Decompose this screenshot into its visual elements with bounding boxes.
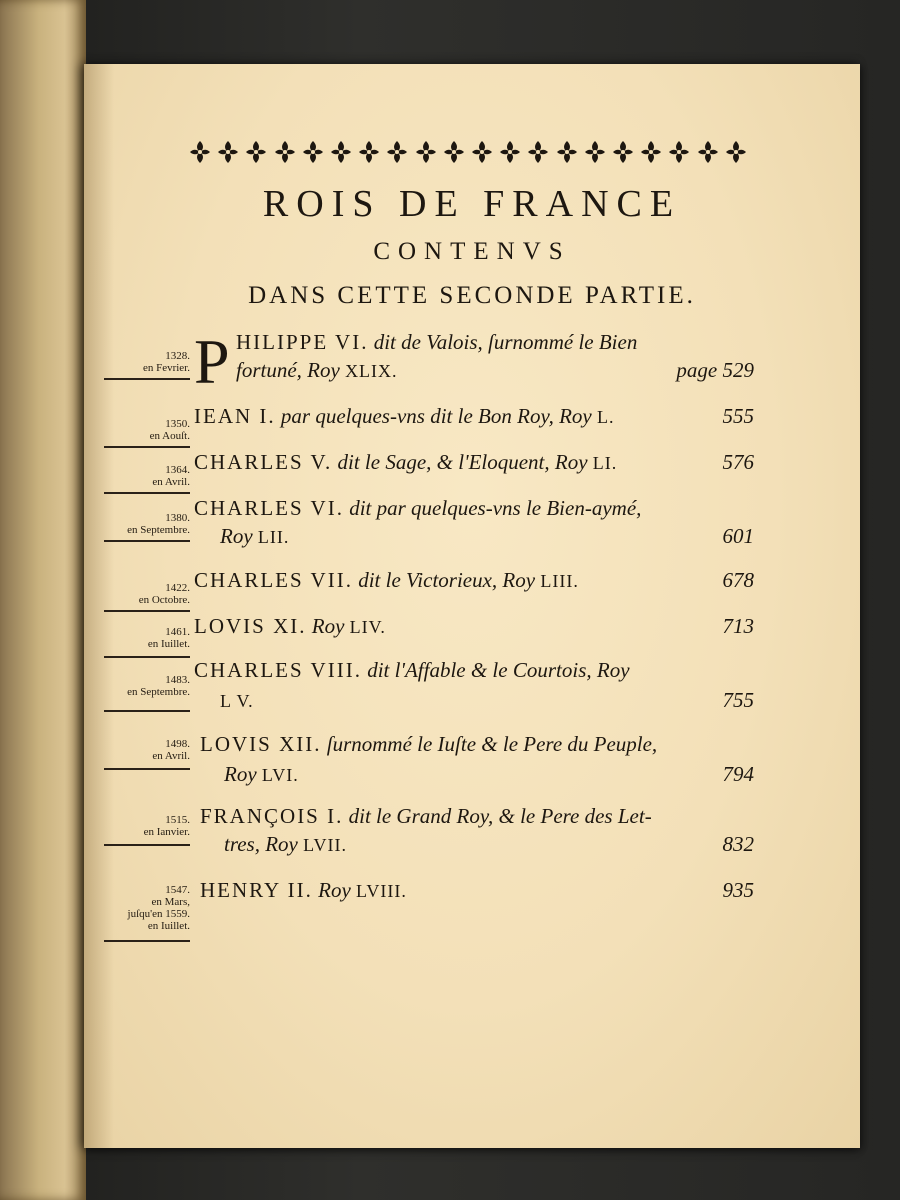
entry-line-1 xyxy=(194,402,754,431)
roy-number: LII. xyxy=(257,527,290,547)
margin-date xyxy=(104,674,190,698)
margin-year: 1328. xyxy=(165,350,190,362)
entry-line-1 xyxy=(194,612,754,641)
fleuron-icon xyxy=(301,139,325,165)
fleuron-icon xyxy=(470,139,494,165)
margin-year: 1547. xyxy=(165,884,190,896)
fleuron-icon xyxy=(357,139,381,165)
king-name: CHARLES V. xyxy=(194,450,333,474)
page-number: 678 xyxy=(722,568,754,592)
king-description-cont: fortuné, Roy xyxy=(236,358,340,382)
roy-number: LVIII. xyxy=(356,881,407,901)
page-number xyxy=(676,356,754,384)
margin-month: en Ianvier. xyxy=(143,826,190,838)
page-value: 529 xyxy=(722,358,754,382)
king-description: ſurnommé le Iuſte & le Pere du Peuple, xyxy=(326,732,658,756)
page-subtitle-2: DANS CETTE SECONDE PARTIE. xyxy=(248,282,696,309)
fleuron-icon xyxy=(385,139,409,165)
margin-year: 1461. xyxy=(165,626,190,638)
king-description: dit par quelques-vns le Bien-aymé, xyxy=(349,496,642,520)
margin-date xyxy=(104,814,190,838)
fleuron-icon xyxy=(583,139,607,165)
fleuron-icon xyxy=(329,139,353,165)
king-name: HILIPPE VI. xyxy=(236,330,369,354)
entry-line-2 xyxy=(224,830,754,859)
roy-number: LVII. xyxy=(303,835,347,855)
king-description-cont: Roy xyxy=(220,524,253,548)
margin-month-end: en Iuillet. xyxy=(147,920,190,932)
roy-number: LI. xyxy=(592,453,618,473)
book-page xyxy=(84,64,860,1148)
fleuron-icon xyxy=(639,139,663,165)
margin-year: 1515. xyxy=(165,814,190,826)
king-description: Roy xyxy=(318,878,351,902)
margin-month: en Iuillet. xyxy=(147,638,190,650)
entry-line-1 xyxy=(236,328,754,356)
margin-month: en Septembre. xyxy=(127,524,190,536)
margin-rule xyxy=(104,656,190,658)
king-name: CHARLES VI. xyxy=(194,496,344,520)
entry-line-2 xyxy=(236,356,754,385)
king-description: Roy xyxy=(311,614,345,638)
roy-number: LVI. xyxy=(261,765,299,785)
entry-line-1 xyxy=(200,730,754,758)
margin-month: en Avril. xyxy=(152,476,190,488)
margin-month: en Septembre. xyxy=(127,686,190,698)
fleuron-icon xyxy=(611,139,635,165)
page-number: 713 xyxy=(722,614,754,638)
margin-rule xyxy=(104,610,190,612)
margin-rule xyxy=(104,446,190,448)
entry-line-1 xyxy=(194,566,754,595)
entry-line-1 xyxy=(194,448,754,477)
fleuron-icon xyxy=(696,139,720,165)
margin-year: 1380. xyxy=(165,512,190,524)
page-title: ROIS DE FRANCE xyxy=(262,183,682,225)
king-description: dit le Victorieux, Roy xyxy=(358,568,536,592)
roy-number: L V. xyxy=(220,691,254,711)
king-name: IEAN I. xyxy=(194,404,276,428)
margin-date xyxy=(104,350,190,374)
margin-date xyxy=(104,626,190,650)
king-description-cont: Roy xyxy=(224,762,257,786)
fleuron-icon xyxy=(498,139,522,165)
margin-year: 1498. xyxy=(165,738,190,750)
entry-line-1 xyxy=(194,494,754,522)
margin-date xyxy=(104,582,190,606)
margin-rule xyxy=(104,492,190,494)
margin-year: 1422. xyxy=(165,582,190,594)
margin-date xyxy=(104,464,190,488)
fleuron-icon xyxy=(414,139,438,165)
entry-line-2 xyxy=(220,686,754,715)
king-description-cont: tres, Roy xyxy=(224,832,298,856)
fleuron-icon xyxy=(442,139,466,165)
fleuron-icon xyxy=(188,139,212,165)
margin-year: 1350. xyxy=(165,418,190,430)
margin-until: juſqu'en 1559. xyxy=(127,908,190,920)
margin-month: en Avril. xyxy=(152,750,190,762)
king-description: dit l'Affable & le Courtois, Roy xyxy=(367,658,630,682)
king-name: FRANÇOIS I. xyxy=(200,804,344,828)
fleuron-icon xyxy=(273,139,297,165)
margin-rule xyxy=(104,378,190,380)
entry-line-2 xyxy=(220,522,754,551)
drop-cap: P xyxy=(194,326,230,397)
margin-year: 1364. xyxy=(165,464,190,476)
page-number: 935 xyxy=(722,878,754,902)
page-number: 794 xyxy=(722,762,754,786)
margin-date xyxy=(104,884,190,932)
fleuron-icon xyxy=(724,139,748,165)
page-subtitle: CONTENVS xyxy=(373,238,571,265)
margin-rule xyxy=(104,844,190,846)
entry-line-2 xyxy=(224,760,754,789)
page-number: 555 xyxy=(722,404,754,428)
king-name: CHARLES VII. xyxy=(194,568,353,592)
entry-line-1 xyxy=(200,876,754,905)
margin-rule xyxy=(104,768,190,770)
king-name: LOVIS XII. xyxy=(200,732,322,756)
margin-date xyxy=(104,738,190,762)
margin-date xyxy=(104,418,190,442)
fleuron-icon xyxy=(244,139,268,165)
king-name: HENRY II. xyxy=(200,878,313,902)
page-label: page xyxy=(676,358,718,382)
king-description: dit de Valois, ſurnommé le Bien xyxy=(373,330,638,354)
king-name: LOVIS XI. xyxy=(194,614,307,638)
fleuron-icon xyxy=(526,139,550,165)
page-number: 601 xyxy=(722,524,754,548)
margin-date xyxy=(104,512,190,536)
king-description: dit le Grand Roy, & le Pere des Let- xyxy=(348,804,652,828)
fleuron-icon-row xyxy=(188,138,748,166)
king-name: CHARLES VIII. xyxy=(194,658,362,682)
margin-rule xyxy=(104,940,190,942)
margin-year: 1483. xyxy=(165,674,190,686)
fleuron-icon xyxy=(555,139,579,165)
margin-month: en Fevrier. xyxy=(142,362,190,374)
margin-rule xyxy=(104,710,190,712)
margin-month: en Aouſt. xyxy=(149,430,190,442)
previous-page-edge xyxy=(0,0,86,1200)
king-description: dit le Sage, & l'Eloquent, Roy xyxy=(337,450,588,474)
margin-month: en Mars, xyxy=(151,896,190,908)
fleuron-icon xyxy=(667,139,691,165)
margin-month: en Octobre. xyxy=(138,594,190,606)
entry-line-1 xyxy=(194,656,754,684)
roy-number: XLIX. xyxy=(345,361,398,381)
fleuron-icon xyxy=(216,139,240,165)
page-number: 832 xyxy=(722,832,754,856)
entry-line-1 xyxy=(200,802,754,830)
page-number: 755 xyxy=(722,688,754,712)
roy-number: L. xyxy=(597,407,615,427)
margin-rule xyxy=(104,540,190,542)
king-description: par quelques-vns dit le Bon Roy, Roy xyxy=(280,404,592,428)
roy-number: LIV. xyxy=(349,617,386,637)
roy-number: LIII. xyxy=(540,571,579,591)
page-number: 576 xyxy=(722,450,754,474)
